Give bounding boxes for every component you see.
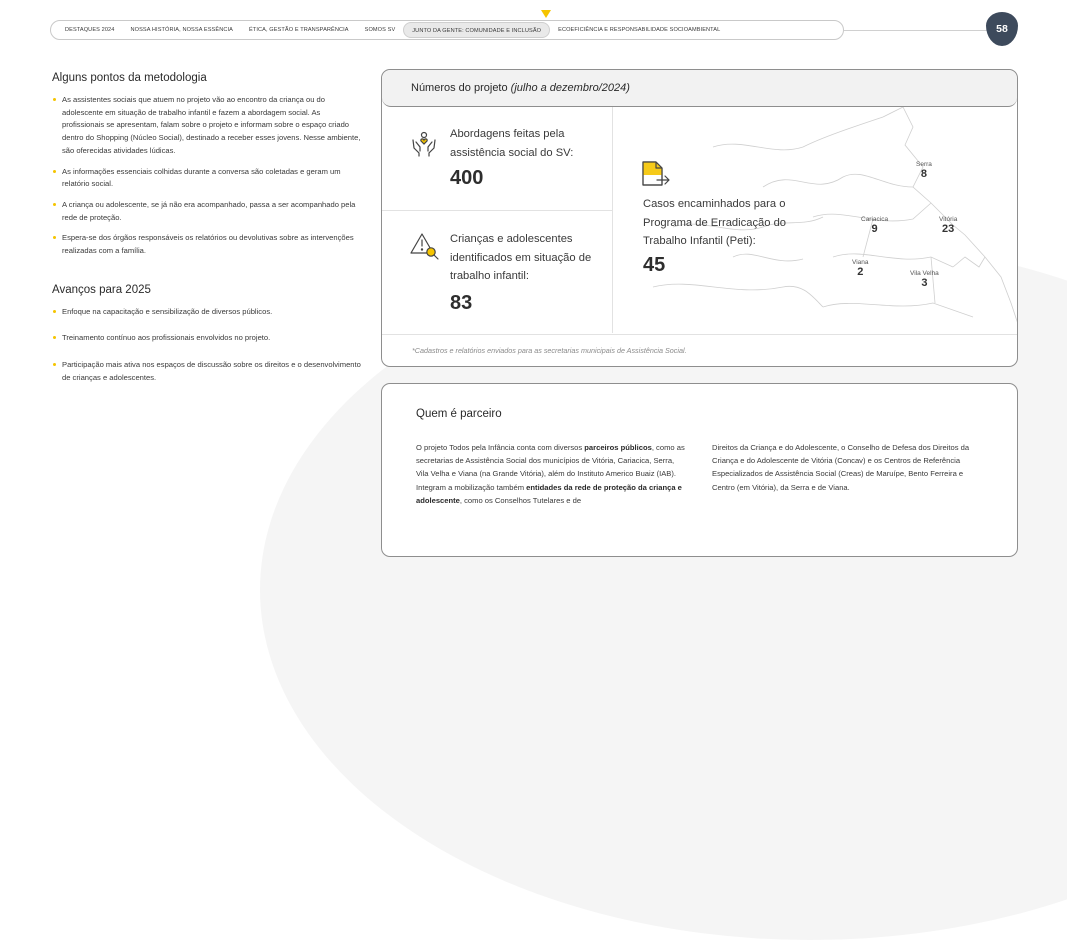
map-label-vitoria xyxy=(939,216,957,235)
stat-identified-label: Crianças e adolescentes identificados em situação de trabalho infantil: xyxy=(450,233,592,282)
partners-card xyxy=(381,383,1018,557)
divider xyxy=(382,210,612,211)
partners-text-col1 xyxy=(416,441,688,507)
map-city-value: 9 xyxy=(871,223,878,235)
advances-bullet: Treinamento contínuo aos profissionais envolvidos no projeto. xyxy=(52,332,362,345)
map-label-serra xyxy=(916,161,932,180)
divider xyxy=(382,334,1018,335)
project-card-period: (julho a dezembro/2024) xyxy=(510,82,630,94)
partners-text-bold: entidades da rede de proteção da criança e adolescente xyxy=(416,482,682,505)
map-city-name: Viana xyxy=(852,259,869,266)
partners-text: O projeto Todos pela Infância conta com diversos xyxy=(416,443,585,452)
map-city-value: 23 xyxy=(942,223,955,235)
stat-approaches-label: Abordagens feitas pela assistência social do SV: xyxy=(450,128,574,159)
map-city-name: Vila Velha xyxy=(910,270,939,277)
partners-text-bold: parceiros públicos xyxy=(584,443,652,452)
hands-heart-icon xyxy=(410,130,438,158)
project-footnote: *Cadastros e relatórios enviados para as secretarias municipais de Assistência Social. xyxy=(412,346,687,355)
nav-divider-line xyxy=(844,30,990,31)
map-label-vila-velha xyxy=(910,270,939,289)
warning-search-icon xyxy=(410,232,440,260)
project-card-header xyxy=(382,70,1017,107)
map-city-value: 8 xyxy=(920,168,928,180)
map-city-name: Serra xyxy=(916,161,932,168)
methodology-bullet: A criança ou adolescente, se já não era acompanhado, passa a ser acompanhado pela rede de proteção. xyxy=(52,199,362,224)
nav-item-ecoeficiencia[interactable]: ECOEFICIÊNCIA E RESPONSABILIDADE SOCIOAMBIENTAL xyxy=(558,27,721,33)
methodology-bullet: As assistentes sociais que atuem no projeto vão ao encontro da criança ou do adolescente em situação de trabalho infantil e fazem a abordagem social. As profissionais se apresentam, falam sobre o projeto e informam sobre o espaço criado dentro do Shopping (Núcleo Social), destinado a receber esses jovens. Nesse ambiente, são oferecidas atividades lúdicas. xyxy=(52,94,362,158)
project-card-title: Números do projeto xyxy=(411,82,508,94)
stat-forwarded-label: Casos encaminhados para o Programa de Erradicação do Trabalho Infantil (Peti): xyxy=(643,198,787,247)
active-section-marker xyxy=(541,10,551,18)
advances-bullet: Participação mais ativa nos espaços de discussão sobre os direitos e o desenvolvimento de crianças e adolescentes. xyxy=(52,359,362,384)
partners-text: , como os Conselhos Tutelares e de xyxy=(459,495,582,505)
map-city-value: 3 xyxy=(921,277,928,289)
partners-text-col2: Direitos da Criança e do Adolescente, o Conselho de Defesa dos Direitos da Criança e do Adolescente de Vitória (Concav) e os Centros de Referência Especializados de Assistência Social (Creas) de Maruípe, Bento Ferreira e Centro (em Vitória), da Serra e de Viana. xyxy=(712,443,970,492)
nav-item-etica[interactable]: ÉTICA, GESTÃO E TRANSPARÊNCIA xyxy=(248,27,349,33)
map-city-name: Vitória xyxy=(939,216,958,223)
methodology-bullet: Espera-se dos órgãos responsáveis os relatórios ou devolutivas sobre as intervenções realizadas com a família. xyxy=(52,232,362,257)
map-label-cariacica xyxy=(861,216,888,235)
advances-bullet: Enfoque na capacitação e sensibilização de diversos públicos. xyxy=(52,306,362,319)
section-nav xyxy=(50,20,844,40)
left-column xyxy=(52,72,362,393)
nav-item-comunidade[interactable]: JUNTO DA GENTE: COMUNIDADE E INCLUSÃO xyxy=(403,22,550,38)
stat-forwarded-value: 45 xyxy=(643,254,666,276)
stat-approaches-value: 400 xyxy=(450,167,484,189)
partners-text: , como as secretarias de Assistência Social dos municípios de Vitória, Cariacica, Serra, Vila Velha e Viana (na Grande Vitória), além do Instituto Americo Buaiz (IAB). Integram a mobilização também xyxy=(416,443,685,492)
nav-item-destaques[interactable]: DESTAQUES 2024 xyxy=(65,27,115,33)
map-city-value: 2 xyxy=(857,266,864,278)
methodology-title: Alguns pontos da metodologia xyxy=(52,72,207,84)
page-number-badge: 58 xyxy=(986,12,1018,46)
project-numbers-card xyxy=(381,69,1018,367)
map-city-name: Cariacica xyxy=(861,216,889,223)
map-label-viana xyxy=(852,259,869,278)
partners-title: Quem é parceiro xyxy=(416,408,502,420)
stat-identified-value: 83 xyxy=(450,292,473,314)
nav-item-somos-sv[interactable]: SOMOS SV xyxy=(364,27,396,33)
advances-title: Avanços para 2025 xyxy=(52,283,151,296)
nav-item-historia[interactable]: NOSSA HISTÓRIA, NOSSA ESSÊNCIA xyxy=(130,27,233,33)
document-forward-icon xyxy=(640,158,672,190)
methodology-bullet: As informações essenciais colhidas durante a conversa são coletadas e geram um relatório social. xyxy=(52,166,362,191)
